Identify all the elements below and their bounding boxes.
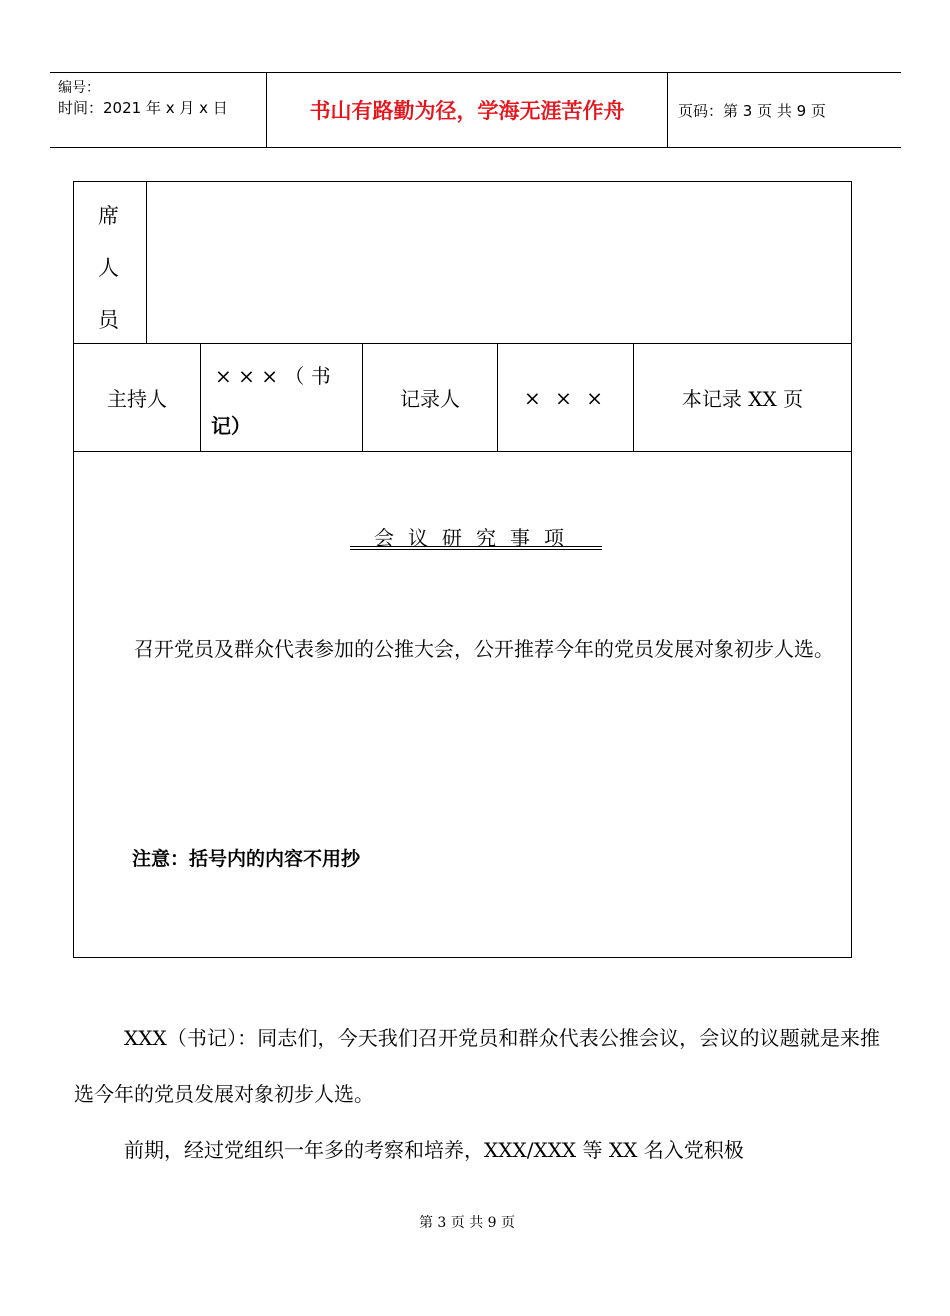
attendees-row: [74, 182, 851, 344]
host-label-cell: [74, 344, 201, 451]
body-text: [74, 1010, 880, 1178]
header-date-label: 时间：2021 年 x 月 x 日: [58, 99, 228, 117]
host-row: [74, 344, 851, 452]
recorder-label-cell: [363, 344, 498, 451]
record-pages-cell: [634, 344, 851, 451]
header-motto-cell: [267, 73, 668, 147]
record-pages: 本记录 XX 页: [681, 387, 804, 411]
host-value-line1: × × × （ 书: [215, 364, 331, 388]
recorder-value-cell: [498, 344, 634, 451]
title-underline-top: [350, 546, 602, 547]
header-info-cell: [50, 73, 267, 147]
header-page-cell: [668, 73, 901, 147]
title-underline-bottom: [350, 549, 602, 550]
agenda-text: 召开党员及群众代表参加的公推大会，公开推荐今年的党员发展对象初步人选。: [134, 637, 834, 661]
header-number-label: 编号：: [58, 80, 100, 96]
page-header: [50, 72, 901, 148]
meeting-record-table: [73, 181, 852, 958]
recorder-value: × × ×: [524, 385, 607, 410]
section-title: 会议研究事项: [374, 526, 578, 550]
note-text: 注意：括号内的内容不用抄: [132, 848, 361, 870]
body-paragraph-2: 前期，经过党组织一年多的考察和培养，XXX/XXX 等 XX 名入党积极: [124, 1138, 744, 1162]
attendees-label-cell: [74, 182, 147, 343]
agenda-section: [74, 452, 851, 957]
header-motto: 书山有路勤为径，学海无涯苦作舟: [309, 99, 625, 123]
attendees-label-char-3: 员: [98, 308, 119, 332]
host-value-cell: [201, 344, 363, 451]
recorder-label: 记录人: [400, 387, 460, 411]
host-value-line2: 记）: [211, 414, 251, 438]
footer-page-number: 第 3 页 共 9 页: [418, 1215, 516, 1231]
attendees-label-char-1: 席: [98, 204, 119, 228]
page-footer: [0, 1212, 950, 1232]
header-page-label: 页码：第 3 页 共 9 页: [678, 101, 826, 120]
body-paragraph-1: XXX（书记）：同志们，今天我们召开党员和群众代表公推会议，会议的议题就是来推选今年的党员发展对象初步人选。: [74, 1026, 880, 1106]
host-label: 主持人: [107, 387, 167, 411]
attendees-label-char-2: 人: [98, 256, 119, 280]
